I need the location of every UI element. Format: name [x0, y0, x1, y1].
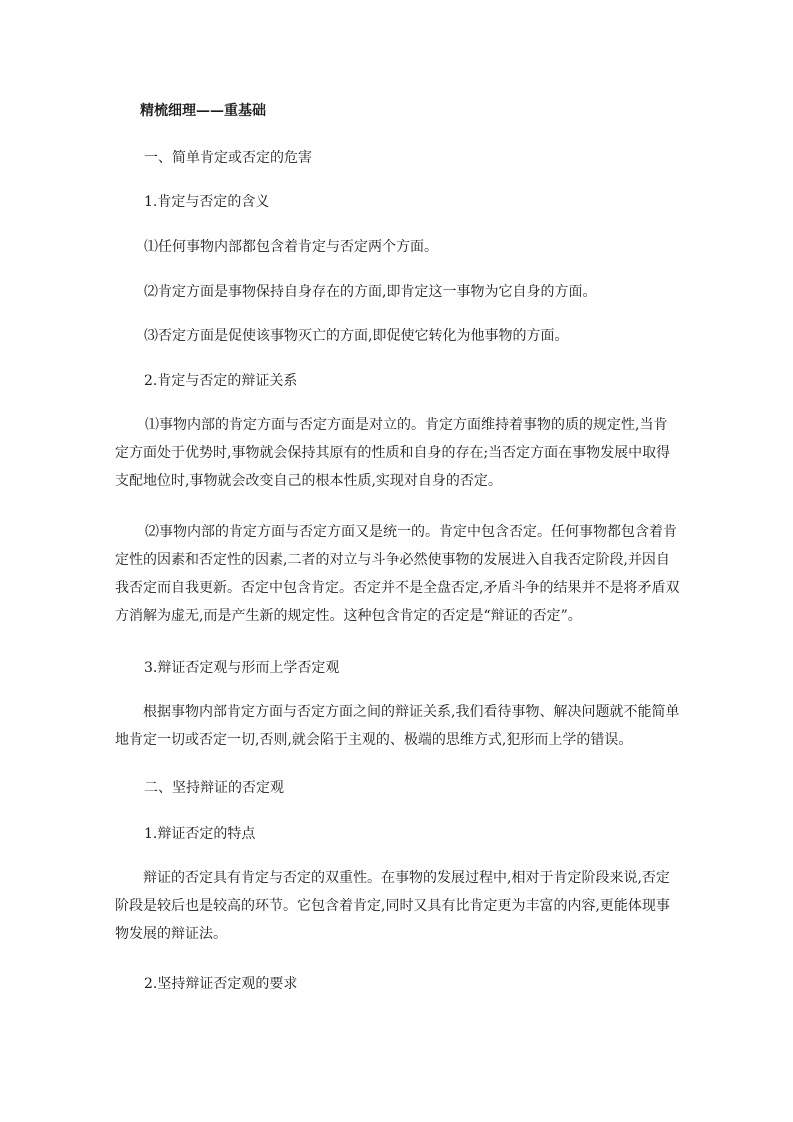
paragraph-1: ⑴任何事物内部都包含着肯定与否定两个方面。 — [144, 239, 438, 255]
paragraph-5-line: 定性的因素和否定性的因素,二者的对立与斗争必然使事物的发展进入自我否定阶段,并因自 — [115, 552, 670, 568]
subheading-features: 1.辩证否定的特点 — [144, 826, 256, 842]
subheading-requirements: 2.坚持辩证否定观的要求 — [144, 976, 298, 992]
paragraph-7-line: 辩证的否定具有肯定与否定的双重性。在事物的发展过程中,相对于肯定阶段来说,否定 — [143, 870, 670, 886]
paragraph-5-line: 方消解为虚无,而是产生新的规定性。这种包含肯定的否定是“辩证的否定”。 — [115, 608, 582, 624]
subheading-meaning: 1.肯定与否定的含义 — [144, 194, 270, 210]
paragraph-5 — [115, 518, 683, 630]
subheading-dialectical-relation: 2.肯定与否定的辩证关系 — [144, 373, 298, 389]
paragraph-7-line: 物发展的辩证法。 — [115, 926, 227, 942]
paragraph-6-line: 地肯定一切或否定一切,否则,就会陷于主观的、极端的思维方式,犯形而上学的错误。 — [115, 732, 633, 748]
paragraph-3: ⑶否定方面是促使该事物灭亡的方面,即促使它转化为他事物的方面。 — [144, 328, 569, 344]
section-heading-1: 一、简单肯定或否定的危害 — [144, 150, 312, 166]
paragraph-4 — [115, 411, 683, 495]
paragraph-4-line: ⑴事物内部的肯定方面与否定方面是对立的。肯定方面维持着事物的质的规定性,当肯 — [145, 417, 668, 433]
paragraph-6 — [115, 698, 683, 754]
paragraph-6-line: 根据事物内部肯定方面与否定方面之间的辩证关系,我们看待事物、解决问题就不能简单 — [143, 704, 680, 720]
paragraph-4-line: 定方面处于优势时,事物就会保持其原有的性质和自身的存在;当否定方面在事物发展中取得 — [115, 445, 671, 461]
subheading-negation-views: 3.辩证否定观与形而上学否定观 — [144, 660, 340, 676]
paragraph-5-line: 我否定而自我更新。否定中包含肯定。否定并不是全盘否定,矛盾斗争的结果并不是将矛盾双 — [115, 580, 680, 596]
paragraph-2: ⑵肯定方面是事物保持自身存在的方面,即肯定这一事物为它自身的方面。 — [144, 284, 597, 300]
paragraph-5-line: ⑵事物内部的肯定方面与否定方面又是统一的。肯定中包含否定。任何事物都包含着肯 — [145, 524, 677, 540]
paragraph-7 — [115, 864, 683, 948]
section-heading-2: 二、坚持辩证的否定观 — [144, 780, 284, 796]
paragraph-4-line: 支配地位时,事物就会改变自己的根本性质,实现对自身的否定。 — [115, 473, 502, 489]
doc-title: 精梳细理——重基础 — [140, 103, 266, 119]
paragraph-7-line: 阶段是较后也是较高的环节。它包含着肯定,同时又具有比肯定更为丰富的内容,更能体现事 — [115, 898, 670, 914]
